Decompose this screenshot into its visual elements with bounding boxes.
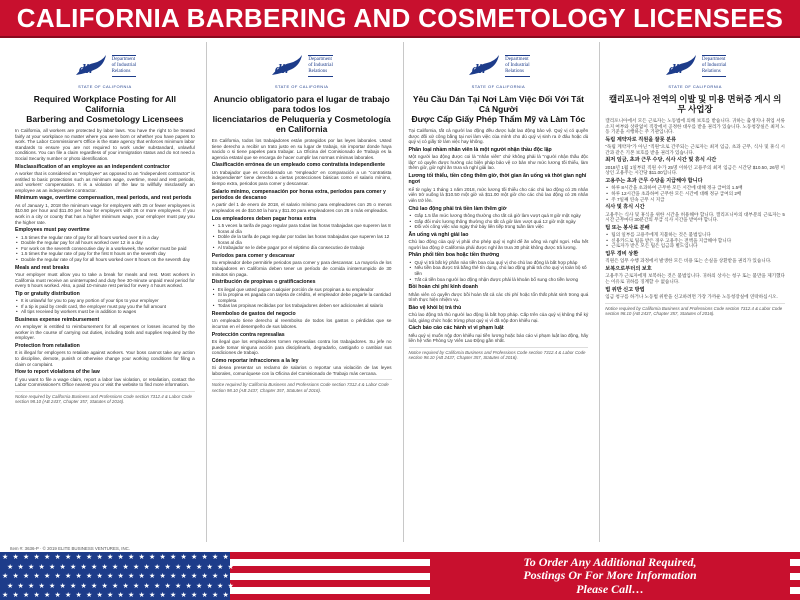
flag-star-icon: ★	[54, 554, 61, 561]
flag-star-icon: ★	[107, 554, 114, 561]
footer-band	[0, 552, 800, 600]
flag-star-icon: ★	[96, 573, 103, 580]
logo-wordmark-line-2: of Industrial	[111, 63, 137, 68]
language-column-4	[599, 42, 790, 542]
bullet-item: • Es ilegal que usted pague cualquier porción de sus propinas a su empleador	[212, 287, 392, 293]
column-title-line-1: Yêu Cầu Dán Tại Nơi Làm Việc Đối Với Tất Cả Người	[412, 94, 584, 114]
section-heading: Cómo reportar infracciones a la ley	[211, 357, 299, 364]
flag-star-icon: ★	[143, 563, 150, 571]
flag-star-icon: ★	[107, 573, 114, 580]
section-heading: Phân phối tiền boa hoặc tiền thưởng	[408, 252, 500, 259]
svg-text:dir: dir	[78, 61, 94, 76]
flag-star-icon: ★	[2, 592, 9, 599]
flag-star-icon: ★	[2, 554, 9, 561]
bullet-item: • 1.5 times the regular rate of pay for the first 8 hours on the seventh day	[15, 251, 195, 257]
section-text: Một người lao động được coi là "nhân viên" chứ không phải là "người nhận thầu độc lập" có quyền được hưởng các biện pháp bảo vệ cơ bản như mức lương tối thiểu, làm thêm giờ, giờ nghỉ ăn trưa và nghỉ giải lao.	[408, 154, 589, 171]
flag-star-icon: ★	[23, 554, 30, 561]
flag-star-icon: ★	[227, 582, 234, 590]
order-callout	[430, 554, 790, 598]
section-heading: Clasificación errónea de un empleado como contratista independiente	[211, 162, 385, 169]
flag-star-icon: ★	[159, 592, 166, 599]
flag-star-icon: ★	[28, 582, 35, 590]
section-heading: Ăn uống và nghỉ giải lao	[408, 231, 469, 238]
flag-star-icon: ★	[185, 563, 192, 571]
section-text: A partir del 1 de enero de 2018, el salario mínimo para empleadores con 25 o menos empleados es de $10.50 la hora y $11.00 para empleadores con 26 o más empleados.	[211, 202, 392, 213]
section-heading: Salario mínimo, compensación por horas extra, períodos para comer y períodos de descanso	[211, 188, 386, 201]
flag-star-icon: ★	[12, 592, 19, 599]
section-heading: Tip or gratuity distribution	[15, 290, 80, 297]
section-text: If you want to file a wage claim, report a labor law violation, or retaliation, contact the Labor Commissioner's Office nearest you or visit the website to find more information.	[15, 376, 195, 388]
order-line-3: Please Call…	[576, 581, 644, 596]
section-heading: Los empleadores deben pagar horas extra	[211, 215, 317, 222]
flag-star-icon: ★	[86, 592, 93, 599]
section-heading: Protection from retaliation	[15, 343, 80, 350]
statute-note: Notice required by California Business and Professions Code section 7312.4 & Labor Code section 98.10 (AB 2437, Chapter 357, Statutes of 2016).	[212, 379, 392, 393]
section-text: "독립 계약자"가 아닌 "직원"으로 간주되는 근로자는 최저 임금, 초과 근무, 식사 및 휴식 시간과 같은 기본 보호를 받을 권리가 있습니다.	[605, 144, 785, 155]
flag-star-icon: ★	[138, 554, 145, 561]
logo-wordmark-line-3: Relations	[308, 69, 328, 74]
flag-star-icon: ★	[23, 592, 30, 599]
flag-star-icon: ★	[196, 582, 203, 590]
flag-star-icon: ★	[138, 573, 145, 580]
flag-star-icon: ★	[80, 582, 87, 590]
flag-star-icon: ★	[23, 573, 30, 580]
flag-star-icon: ★	[12, 554, 19, 561]
flag-star-icon: ★	[175, 582, 182, 590]
bullet-item: • 근로자가 받은 모든 팁은 임금과 별도입니다	[605, 243, 785, 249]
section-text: Chủ lao động trả thù người lao động là bất hợp pháp. Cấp trên của quý vị không thể kỷ luật, giáng chức hoặc trừng phạt quý vị vì đã nộp đơn khiếu nại.	[408, 312, 589, 323]
flag-star-icon: ★	[54, 592, 61, 599]
logo-wordmark-line-1: Department	[111, 57, 136, 62]
bullet-list	[409, 260, 589, 282]
flag-star-icon: ★	[2, 573, 9, 580]
flag-star-icon: ★	[107, 592, 114, 599]
flag-star-icon: ★	[49, 563, 56, 571]
logo-wordmark-line-2: of Industrial	[308, 63, 333, 68]
bullet-item: • Si la propina es pagada con tarjeta de crédito, el empleador debe pagarle la cantidad completa	[212, 292, 392, 303]
flag-star-icon: ★	[149, 592, 156, 599]
section-text: As of January 1, 2018 the minimum wage for employers with 25 or fewer employees is $10.50 per hour and $11.00 per hour for employers with 26 or more employees. If you work in a city or county that has a higher minimum wage, your employer must pay you the higher rate.	[15, 202, 195, 225]
flag-star-icon: ★	[65, 573, 72, 580]
flag-star-icon: ★	[149, 554, 156, 561]
flag-star-icon: ★	[117, 573, 124, 580]
flag-star-icon: ★	[75, 573, 82, 580]
header-banner	[0, 0, 800, 38]
flag-star-icon: ★	[185, 582, 192, 590]
bullet-item: • 하루 12시간을 초과하여 근무한 모든 시간에 대해 정규 급여의 2배	[605, 191, 785, 197]
flag-star-icon: ★	[159, 554, 166, 561]
section-text: Un trabajador que es considerado un "empleado" en comparación a un "contratista independiente" tiene derecho a ciertas protecciones básicas como el salario mínimo, tiempo extra, periodos para comer y descansar.	[211, 169, 392, 186]
flag-star-icon: ★	[38, 563, 45, 571]
revision-note: Item #: 3636-P · © 2019 ELITE BUSINESS VENTURES, INC.	[10, 546, 131, 551]
flag-star-icon: ★	[117, 592, 124, 599]
intro-paragraph: 캘리포니아에서 모든 근로자는 노동법에 의해 보호를 받습니다. 귀하는 출생지나 취업 서류 소지 여부와 상관없이 직장에서 공정한 대우를 받을 권리가 있습니다. 노동청장실은 최저 노동 기준을 시행하는 주 기관입니다.	[605, 118, 785, 135]
bullet-item: • 주 7일째 연속 근무 시 지급	[605, 197, 785, 203]
section-text: It is illegal for employers to retaliate against workers. Your boss cannot take any action to discipline, demote, punish or otherwise change your working conditions for filing a claim or complaint.	[15, 350, 195, 367]
flag-star-icon: ★	[191, 554, 198, 561]
flag-star-icon: ★	[201, 554, 208, 561]
column-title-line-2: licenciatarios de Peluquería y Cosmetología en California	[212, 114, 391, 134]
bullet-list	[212, 223, 392, 251]
flag-star-icon: ★	[133, 582, 140, 590]
section-text: Un empleado tiene derecho al reembolso de todos los gastos o pérdidas que se incurran en el desempeño de sus labores.	[211, 318, 392, 329]
flag-star-icon: ★	[80, 563, 87, 571]
flag-star-icon: ★	[44, 573, 51, 580]
section-heading: Cách báo cáo các hành vi vi phạm luật	[408, 325, 504, 332]
flag-star-icon: ★	[191, 592, 198, 599]
bullet-list	[212, 287, 392, 309]
bullet-item: • 신용카드로 팁을 받은 경우 고용주는 전액을 지급해야 합니다	[605, 238, 785, 244]
column-title	[15, 94, 195, 124]
flag-star-icon: ★	[170, 554, 177, 561]
flag-star-icon: ★	[59, 582, 66, 590]
flag-star-icon: ★	[170, 573, 177, 580]
flag-star-icon: ★	[70, 563, 77, 571]
section-heading: Phân loại nhầm nhân viên là một người nhận thầu độc lập	[408, 146, 552, 153]
section-heading: Business expense reimbursement	[15, 316, 100, 323]
language-column-1	[10, 42, 200, 542]
bullet-item: • 1.5 times the regular rate of pay for all hours worked over 8 in a day	[15, 235, 195, 241]
flag-star-icon: ★	[201, 592, 208, 599]
dir-logo-icon	[664, 51, 698, 81]
flag-star-icon: ★	[86, 554, 93, 561]
logo-state-label: STATE OF CALIFORNIA	[471, 84, 526, 89]
flag-star-icon: ★	[222, 592, 229, 599]
flag-star-icon: ★	[59, 563, 66, 571]
logo-state-label: STATE OF CALIFORNIA	[274, 84, 329, 89]
column-title	[409, 94, 589, 124]
section-text: A worker that is considered an "employee" as opposed to an "independent contractor" is entitled to basic protections such as minimum wage, overtime, meal and rest periods, and workers' compensation. It is a violation of the law to willfully misclassify an employee as an independent contractor.	[15, 170, 195, 193]
section-text: An employer is entitled to reimbursement for all expenses or losses incurred by the worker in the course of carrying out duties, including tools and supplies required by the employer.	[15, 324, 195, 341]
section-text: Nhân viên có quyền được bồi hoàn tất cả các chi phí hoặc tổn thất phát sinh trong quá trình thực hiện nhiệm vụ.	[408, 291, 589, 303]
bullet-item: • Tất cả tiền boa người lao động nhận được phải là khoản bổ sung cho tiền lương	[409, 277, 589, 283]
intro-paragraph: En California, todos los trabajadores están protegidos por las leyes laborales. Usted tiene derecho a recibir un trato justo en su lugar de trabajo, sin importar donde haya nacido o si tiene papeles para trabajar. La Oficina del Comisionado de Trabajo es la agencia estatal que se encarga de hacer cumplir las normas mínimas laborales.	[211, 138, 392, 160]
dir-logo-icon	[467, 51, 501, 81]
flag-star-icon: ★	[75, 554, 82, 561]
flag-star-icon: ★	[17, 582, 24, 590]
dir-logo	[409, 44, 589, 88]
logo-state-label: STATE OF CALIFORNIA	[78, 84, 132, 89]
statute-note: Notice required by California Business and Professions Code section 7312.4 & Labor Code section 98.10 (AB 2437, Chapter 357, Statutes of 2016).	[15, 391, 195, 405]
flag-star-icon: ★	[7, 582, 14, 590]
dir-logo	[605, 44, 785, 88]
column-title-line-1: Anuncio obligatorio para el lugar de trabajo para todos los	[213, 94, 390, 114]
flag-star-icon: ★	[217, 563, 224, 571]
bullet-item: • Gấp đôi mức lương thông thường cho tất cả giờ làm vượt quá 12 giờ một ngày	[409, 219, 589, 225]
bullet-list	[605, 185, 785, 202]
flag-star-icon: ★	[128, 592, 135, 599]
bullet-item: • 하루 8시간을 초과하여 근무한 모든 시간에 대해 정규 급여의 1.5배	[605, 185, 785, 191]
flag-star-icon: ★	[206, 582, 213, 590]
section-heading: 보복으로부터의 보호	[605, 265, 652, 272]
section-heading: 최저 임금, 초과 근무 수당, 식사 시간 및 휴식 시간	[605, 157, 717, 164]
flag-star-icon: ★	[96, 554, 103, 561]
section-text: Su empleador debe permitirle periodos para comer y para descansar. La mayoría de los trabajadores en California deben tener un período de comida ininterrumpido de 30 minutos sin paga.	[211, 260, 392, 277]
flag-star-icon: ★	[164, 582, 171, 590]
flag-star-icon: ★	[180, 554, 187, 561]
logo-wordmark-line-1: Department	[505, 57, 529, 62]
flag-star-icon: ★	[206, 563, 213, 571]
flag-star-icon: ★	[12, 573, 19, 580]
flag-star-icon: ★	[38, 582, 45, 590]
flag-star-icon: ★	[44, 592, 51, 599]
intro-paragraph: In California, all workers are protected by labor laws. You have the right to be treated fairly at your workplace no matter where you were born or whether you have papers to work. The Labor Commissioner's Office is the state agency that enforces minimum labor standards to ensure you are not required to work under substandard, unlawful conditions. You can file a claim regardless of your immigration status and do not need a Social Security number or photo identification.	[15, 128, 195, 161]
bullet-item: • Doble de la tarifa de pago regular por todas las horas trabajadas que superen las 12 horas al día	[212, 234, 392, 245]
bullet-list	[15, 235, 195, 263]
svg-text:dir: dir	[275, 61, 291, 76]
flag-star-icon: ★	[154, 582, 161, 590]
logo-wordmark-line-2: of Industrial	[505, 63, 530, 68]
language-column-2	[206, 42, 397, 542]
dir-logo-icon	[74, 51, 108, 81]
flag-star-icon: ★	[175, 563, 182, 571]
dir-logo-icon	[270, 51, 304, 81]
flag-star-icon: ★	[180, 592, 187, 599]
logo-state-label: STATE OF CALIFORNIA	[668, 84, 722, 89]
column-title	[605, 94, 785, 114]
section-heading: 고용주는 초과 근무 수당을 지급해야 합니다	[605, 177, 703, 184]
bullet-item: • Double the regular rate of pay for all hours worked over 8 hours on the seventh day	[15, 257, 195, 263]
dir-logo	[212, 44, 392, 88]
logo-wordmark-line-3: Relations	[505, 69, 524, 74]
bullet-list	[409, 213, 589, 230]
section-heading: Chủ lao động phải trả tiền làm thêm giờ	[408, 205, 507, 212]
section-heading: Lương tối thiểu, tiền công thêm giờ, thời gian ăn uống và thời gian nghỉ ngơi	[408, 172, 587, 186]
flag-star-icon: ★	[201, 573, 208, 580]
svg-text:dir: dir	[472, 61, 488, 76]
flag-star-icon: ★	[128, 573, 135, 580]
section-heading: Misclassification of an employee as an independent contractor	[15, 163, 170, 170]
column-title-line-2: Barbering and Cosmetology Licensees	[26, 114, 184, 124]
flag-star-icon: ★	[191, 573, 198, 580]
section-text: 직원은 업무 수행 과정에서 발생한 모든 비용 또는 손실을 상환받을 권리가 있습니다.	[605, 258, 772, 264]
bullet-list	[15, 298, 195, 315]
section-heading: Bồi hoàn chi phí kinh doanh	[408, 284, 478, 291]
logo-wordmark	[505, 55, 530, 77]
flag-star-icon: ★	[96, 592, 103, 599]
logo-wordmark-line-3: Relations	[111, 69, 131, 74]
logo-wordmark-line-1: Department	[308, 57, 332, 62]
flag-star-icon: ★	[133, 563, 140, 571]
section-heading: Meals and rest breaks	[15, 264, 70, 271]
section-heading: Protección contra represalias	[211, 331, 285, 338]
logo-wordmark-line-3: Relations	[701, 69, 721, 74]
flag-star-icon: ★	[86, 573, 93, 580]
section-heading: Distribución de propinas o gratificaciones	[211, 279, 316, 286]
bullet-item: • Gấp 1.5 lần mức lương thông thường cho tất cả giờ làm vượt quá 8 giờ một ngày	[409, 213, 589, 219]
logo-wordmark	[308, 55, 333, 77]
section-text: 고용주는 식사 및 휴식을 위한 시간을 허용해야 합니다. 캘리포니아의 대부분의 근로자는 5시간 근무마다 30분간의 무급 식사 시간을 받아야 합니다.	[605, 211, 785, 223]
flag-star-icon: ★	[227, 563, 234, 571]
column-title-line-1: 캘리포니아 전역의 이발 및 미용 면허증 게시 의무 사업장	[608, 94, 782, 114]
flag-star-icon: ★	[143, 582, 150, 590]
flag-star-icon: ★	[138, 592, 145, 599]
intro-paragraph: Tại California, tất cả người lao động đều được luật lao động bảo vệ. Quý vị có quyền được đối xử công bằng tại nơi làm việc của mình cho dù quý vị sinh ra ở đâu hoặc dù quý vị có giấy tờ làm việc hay không.	[408, 128, 589, 145]
bullet-item: • Quý vị trả bất kỳ phần nào tiền boa của quý vị cho chủ lao động là bất hợp pháp	[409, 260, 589, 266]
flag-star-icon: ★	[49, 582, 56, 590]
bullet-list	[605, 232, 785, 249]
flag-star-icon: ★	[122, 582, 129, 590]
logo-wordmark	[702, 55, 727, 77]
section-heading: Employees must pay overtime	[15, 227, 90, 234]
section-text: 임금 청구를 하거나 노동법 위반을 신고하려면 가장 가까운 노동청장실에 연락하십시오.	[605, 293, 778, 299]
section-heading: Reembolso de gastos del negocio	[211, 310, 296, 317]
flag-star-icon: ★	[154, 563, 161, 571]
flag-star-icon: ★	[91, 563, 98, 571]
flag-star-icon: ★	[149, 573, 156, 580]
poster-title: CALIFORNIA BARBERING AND COSMETOLOGY LICENSEES	[16, 2, 784, 33]
bullet-item: • 팁의 일부를 고용주에게 지불하는 것은 불법입니다	[605, 232, 785, 238]
flag-star-icon: ★	[170, 592, 177, 599]
flag-star-icon: ★	[112, 582, 119, 590]
flag-star-icon: ★	[33, 554, 40, 561]
bullet-item: • All tips received by workers must be in addition to wages	[15, 309, 195, 315]
column-title-line-1: Required Workplace Posting for All California	[33, 94, 176, 114]
flag-star-icon: ★	[75, 592, 82, 599]
flag-star-icon: ★	[54, 573, 61, 580]
dir-logo	[15, 44, 195, 88]
section-heading: Bảo vệ khỏi bị trả thù	[408, 304, 462, 311]
flag-star-icon: ★	[212, 554, 219, 561]
flag-star-icon: ★	[212, 592, 219, 599]
flag-star-icon: ★	[222, 573, 229, 580]
section-text: Si desea presentar un reclamo de salarios o reportar una violación de las leyes laborales, comuníquese con la Oficina del Comisionado de Trabajo más cercana.	[211, 365, 392, 376]
bullet-item: • Al trabajador se le debe pagar por el séptimo día consecutivo de trabajo	[212, 245, 392, 251]
bullet-item: • If a tip is paid by credit card, the employer must pay you the full amount	[15, 304, 195, 310]
flag-star-icon: ★	[33, 573, 40, 580]
section-text: Your employer must allow you to take a break for meals and rest. Most workers in California must receive an uninterrupted and duty free 30-minute unpaid meal period for every 5 hours worked. Also, a paid 10-minute rest period for every 4 hours worked.	[15, 271, 195, 289]
flag-star-icon: ★	[212, 573, 219, 580]
flag-star-icon: ★	[122, 563, 129, 571]
flag-star-icon: ★	[180, 573, 187, 580]
flag-star-icon: ★	[101, 563, 108, 571]
language-columns	[10, 42, 790, 542]
flag-star-icon: ★	[28, 563, 35, 571]
flag-star-icon: ★	[44, 554, 51, 561]
flag-star-icon: ★	[7, 563, 14, 571]
logo-wordmark-line-1: Department	[701, 57, 726, 62]
flag-star-icon: ★	[17, 563, 24, 571]
section-text: 2018년 1월 1일부터 직원 수가 25명 이하인 고용주의 최저 임금은 시간당 $10.50, 26명 이상인 고용주는 시간당 $11.00입니다.	[605, 164, 785, 176]
bullet-item: • 1.5 veces la tarifa de pago regular para todas las horas trabajadas que superen las 8 horas al día	[212, 223, 392, 234]
bullet-item: • Todas las propinas recibidas por los trabajadores deben ser adicionales al salario	[212, 303, 392, 309]
section-heading: Períodos para comer y descansar	[211, 252, 295, 259]
flag-star-icon: ★	[33, 592, 40, 599]
column-title-line-2: Được Cấp Giấy Phép Thẩm Mỹ và Làm Tóc	[411, 114, 586, 124]
logo-wordmark-line-2: of Industrial	[701, 63, 727, 68]
flag-star-icon: ★	[91, 582, 98, 590]
bullet-item: • It is unlawful for you to pay any portion of your tips to your employer	[15, 298, 195, 304]
flag-star-icon: ★	[65, 592, 72, 599]
section-heading: 팁 또는 봉사료 분배	[605, 224, 650, 231]
flag-star-icon: ★	[70, 582, 77, 590]
section-heading: 독립 계약자로 직원을 잘못 분류	[605, 136, 677, 143]
bullet-item: • For work on the seventh consecutive day in a workweek, the worker must be paid	[15, 246, 195, 252]
section-heading: 법 위반 신고 방법	[605, 286, 645, 293]
svg-text:dir: dir	[668, 61, 684, 76]
flag-star-icon: ★	[159, 573, 166, 580]
flag-star-icon: ★	[117, 554, 124, 561]
bullet-item: • Double the regular pay for all hours worked over 12 in a day	[15, 240, 195, 246]
flag-star-icon: ★	[112, 563, 119, 571]
flag-star-icon: ★	[101, 582, 108, 590]
column-title	[212, 94, 392, 134]
section-text: Nếu quý vị muốn nộp đơn khiếu nại tiền lương hoặc báo cáo vi phạm luật lao động, hãy liên hệ Văn Phòng Ủy Viên Lao Động gần nhất.	[408, 332, 589, 344]
section-text: Es ilegal que los empleadores tomen represalias contra los trabajadores. Su jefe no puede tomar ninguna acción para disciplinarlo, degradarlo, castigarlo o cambiar sus condiciones de trabajo.	[211, 338, 392, 356]
section-heading: How to report violations of the law	[15, 369, 100, 376]
flag-star-icon: ★	[222, 554, 229, 561]
flag-star-icon: ★	[164, 563, 171, 571]
bullet-item: • Đối với công việc vào ngày thứ bảy liên tiếp trong tuần làm việc	[409, 224, 589, 230]
flag-star-icon: ★	[217, 582, 224, 590]
section-text: Kể từ ngày 1 tháng 1 năm 2018, mức lương tối thiểu cho các chủ lao động có 25 nhân viên trở xuống là $10.50 một giờ và $11.00 một giờ cho các chủ lao động có 26 nhân viên trở lên.	[408, 186, 589, 203]
flag-star-icon: ★	[128, 554, 135, 561]
flag-star-icon: ★	[65, 554, 72, 561]
bullet-item: • Nếu tiền boa được trả bằng thẻ tín dụng, chủ lao động phải trả cho quý vị toàn bộ số tiền	[409, 265, 589, 276]
order-line-1: To Order Any Additional Required,	[523, 554, 697, 569]
section-text: 고용주가 근로자에게 보복하는 것은 불법입니다. 귀하의 상사는 청구 또는 불만을 제기했다는 이유로 귀하를 징계할 수 없습니다.	[605, 273, 785, 284]
order-line-2: Postings Or For More Information	[523, 568, 697, 583]
statute-note: Notice required by California Business and Professions Code section 7312.4 & Labor Code section 98.10 (AB 2437, Chapter 357, Statutes of 2016).	[409, 347, 589, 361]
section-heading: 식사 및 휴식 시간	[605, 204, 645, 211]
section-heading: 업무 경비 상환	[605, 250, 639, 257]
logo-wordmark	[112, 55, 137, 77]
section-text: Chủ lao động của quý vị phải cho phép quý vị nghỉ để ăn uống và nghỉ ngơi. Hầu hết người lao động ở California phải được nghỉ ăn trưa 30 phút không được trả lương.	[408, 239, 589, 250]
language-column-3	[403, 42, 594, 542]
flag-stars-field	[0, 552, 234, 600]
section-heading: Minimum wage, overtime compensation, meal periods, and rest periods	[15, 195, 192, 202]
flag-star-icon: ★	[196, 563, 203, 571]
statute-note: Notice required by California Business and Professions Code section 7312.4 & Labor Code section 98.10 (AB 2437, Chapter 357, Statutes of 2016).	[605, 303, 785, 317]
